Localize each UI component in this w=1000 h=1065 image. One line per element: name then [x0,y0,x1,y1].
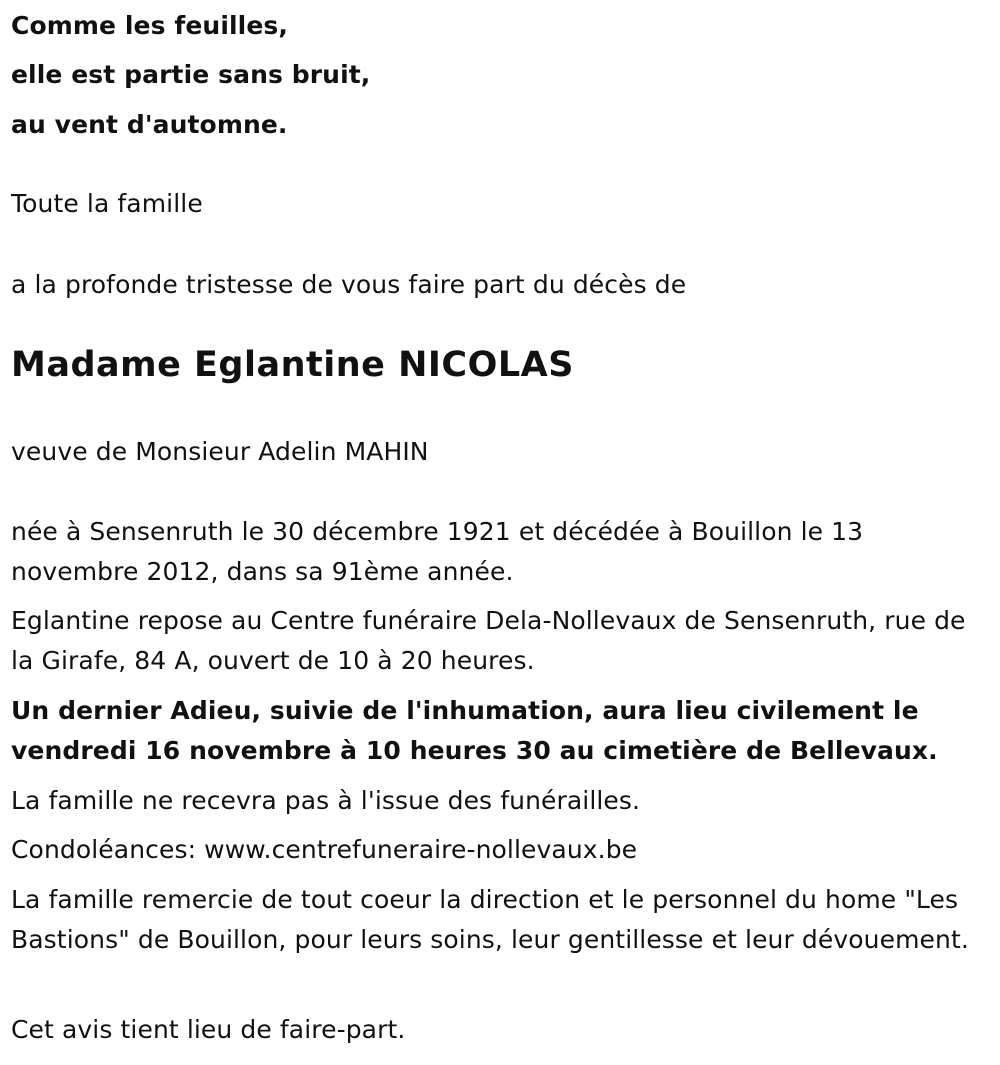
family-intro: Toute la famille [11,189,203,218]
ceremony-text: Un dernier Adieu, suivie de l'inhumation, aura lieu civilement le vendredi 16 novembre à 10 heures 30 au cimetière de Bellevaux. [11,696,938,765]
birth-death-text: née à Sensenruth le 30 décembre 1921 et décédée à Bouillon le 13 novembre 2012, dans sa 91ème année. [11,517,864,586]
rest-place-text: Eglantine repose au Centre funéraire Dela-Nollevaux de Sensenruth, rue de la Girafe, 84 A, ouvert de 10 à 20 heures. [11,606,966,675]
announcement-text: a la profonde tristesse de vous faire part du décès de [11,270,687,299]
poem-line-2: elle est partie sans bruit, [11,60,371,89]
widow-of-text: veuve de Monsieur Adelin MAHIN [11,437,429,466]
no-reception-text: La famille ne recevra pas à l'issue des funérailles. [11,786,641,815]
condolences-text: Condoléances: www.centrefuneraire-nollevaux.be [11,835,638,864]
thanks-text: La famille remercie de tout coeur la direction et le personnel du home "Les Bastions" de Bouillon, pour leurs soins, leur gentillesse et leur dévouement. [11,885,969,954]
poem-line-3: au vent d'automne. [11,110,288,139]
closing-text: Cet avis tient lieu de faire-part. [11,1015,406,1044]
poem-line-1: Comme les feuilles, [11,11,288,40]
deceased-name: Madame Eglantine NICOLAS [11,345,574,385]
